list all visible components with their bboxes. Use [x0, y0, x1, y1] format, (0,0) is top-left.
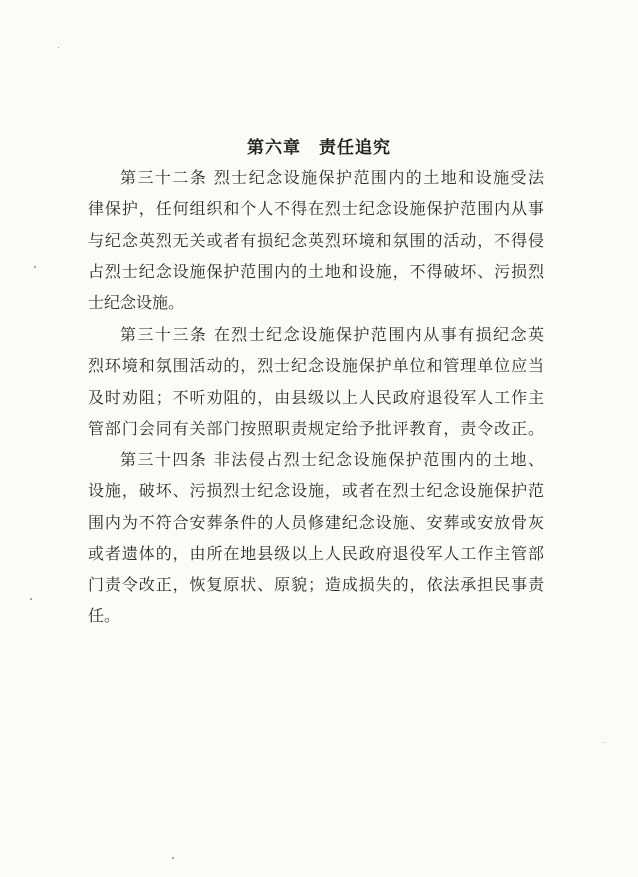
- paragraph-line: 设施，破坏、污损烈士纪念设施，或者在烈士纪念设施保护范: [88, 481, 544, 501]
- paragraph-line: 任。: [88, 606, 121, 626]
- chapter-name: 责任追究: [319, 138, 391, 158]
- chapter-number: 第六章: [247, 138, 301, 158]
- scan-speck: [34, 266, 36, 268]
- paragraph-line: 第三十四条 非法侵占烈士纪念设施保护范围内的土地、: [120, 450, 544, 469]
- chapter-title: [0, 133, 638, 158]
- article-34: [88, 444, 544, 632]
- paragraph-line: 第三十二条 烈士纪念设施保护范围内的土地和设施受法: [120, 168, 544, 187]
- article-32: [88, 162, 544, 318]
- scan-speck: [58, 47, 59, 48]
- paragraph-line: 烈环境和氛围活动的，烈士纪念设施保护单位和管理单位应当: [88, 356, 544, 376]
- scan-speck: [30, 598, 32, 600]
- paragraph-line: 及时劝阻；不听劝阻的，由县级以上人民政府退役军人工作主: [88, 387, 544, 407]
- paragraph-line: 与纪念英烈无关或者有损纪念英烈环境和氛围的活动，不得侵: [88, 230, 544, 250]
- scan-speck: [603, 742, 604, 743]
- paragraph-line: 第三十三条 在烈士纪念设施保护范围内从事有损纪念英: [120, 325, 544, 344]
- paragraph-line: 管部门会同有关部门按照职责规定给予批评教育，责令改正。: [88, 418, 544, 438]
- paragraph-line: 律保护，任何组织和个人不得在烈士纪念设施保护范围内从事: [88, 199, 544, 219]
- paragraph-line: 士纪念设施。: [88, 293, 185, 313]
- paragraph-line: 围内为不符合安葬条件的人员修建纪念设施、安葬或安放骨灰: [88, 512, 544, 532]
- scan-speck: [172, 857, 174, 859]
- article-33: [88, 319, 544, 444]
- paragraph-line: 占烈士纪念设施保护范围内的土地和设施，不得破坏、污损烈: [88, 261, 544, 281]
- paragraph-line: 门责令改正，恢复原状、原貌；造成损失的，依法承担民事责: [88, 575, 544, 595]
- paragraph-line: 或者遗体的，由所在地县级以上人民政府退役军人工作主管部: [88, 543, 544, 563]
